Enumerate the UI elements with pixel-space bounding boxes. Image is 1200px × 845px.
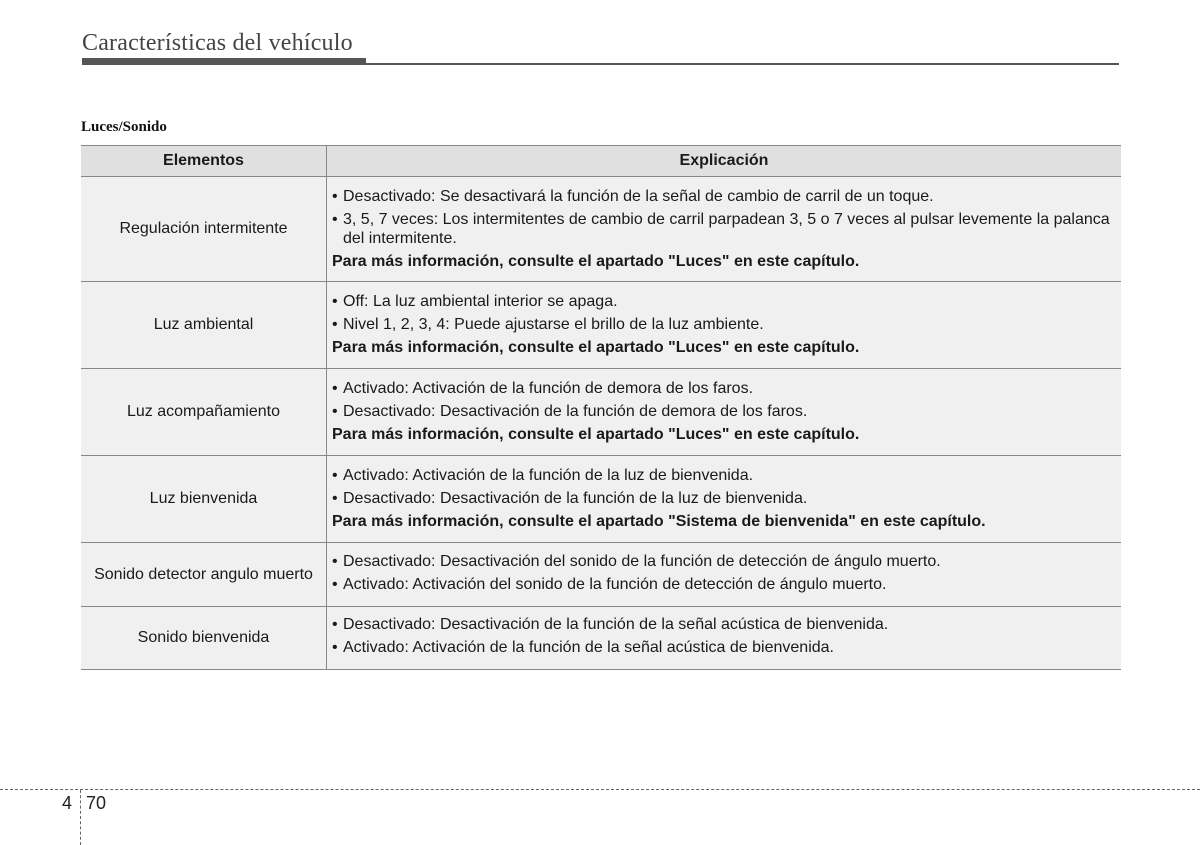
bullet-item: • Desactivado: Desactivación de la función de la señal acústica de bienvenida. (332, 615, 1117, 634)
page-header-title: Características del vehículo (82, 30, 353, 56)
explanation-cell (327, 369, 1122, 456)
table-row (81, 177, 1121, 282)
chapter-number: 4 (62, 793, 73, 813)
element-cell: Regulación intermitente (81, 177, 327, 282)
reference-note: Para más información, consulte el apartado "Luces" en este capítulo. (332, 252, 860, 270)
table-row (81, 607, 1121, 670)
element-cell: Sonido detector angulo muerto (81, 543, 327, 607)
bullet-item: • Activado: Activación del sonido de la función de detección de ángulo muerto. (332, 575, 1117, 594)
footer-divider (80, 790, 81, 845)
element-cell: Luz acompañamiento (81, 369, 327, 456)
bullet-item: • Activado: Activación de la función de demora de los faros. (332, 379, 1117, 398)
element-cell: Luz bienvenida (81, 456, 327, 543)
page-number: 70 (86, 793, 107, 813)
table-row (81, 456, 1121, 543)
section-title: Luces/Sonido (81, 119, 167, 135)
element-cell: Sonido bienvenida (81, 607, 327, 670)
explanation-cell (327, 177, 1122, 282)
bullet-item: • Off: La luz ambiental interior se apaga. (332, 292, 1117, 311)
reference-note: Para más información, consulte el apartado "Luces" en este capítulo. (332, 339, 860, 356)
element-cell: Luz ambiental (81, 282, 327, 369)
bullet-item: • 3, 5, 7 veces: Los intermitentes de cambio de carril parpadean 3, 5 o 7 veces al pulsar levemente la palanca del intermitente. (332, 210, 1117, 248)
table-header-row (81, 146, 1121, 177)
bullet-item: • Activado: Activación de la función de la luz de bienvenida. (332, 466, 1117, 485)
bullet-item: • Activado: Activación de la función de la señal acústica de bienvenida. (332, 638, 1117, 657)
bullet-item: • Desactivado: Desactivación de la función de demora de los faros. (332, 402, 1117, 421)
explanation-cell (327, 456, 1122, 543)
table-row (81, 369, 1121, 456)
column-header-elementos: Elementos (81, 146, 327, 177)
explanation-cell (327, 282, 1122, 369)
header-rule (82, 63, 1119, 65)
reference-note: Para más información, consulte el apartado "Luces" en este capítulo. (332, 426, 860, 443)
bullet-item: • Desactivado: Desactivación de la función de la luz de bienvenida. (332, 489, 1117, 508)
bullet-item: • Nivel 1, 2, 3, 4: Puede ajustarse el brillo de la luz ambiente. (332, 315, 1117, 334)
table-row (81, 282, 1121, 369)
column-header-explicacion: Explicación (327, 146, 1122, 177)
bullet-item: • Desactivado: Se desactivará la función de la señal de cambio de carril de un toque. (332, 187, 1117, 206)
explanation-cell (327, 607, 1122, 670)
reference-note: Para más información, consulte el apartado "Sistema de bienvenida" en este capítulo. (332, 513, 986, 530)
table-row (81, 543, 1121, 607)
settings-table (81, 145, 1121, 670)
explanation-cell (327, 543, 1122, 607)
bullet-item: • Desactivado: Desactivación del sonido de la función de detección de ángulo muerto. (332, 552, 1117, 571)
footer-rule (0, 789, 1200, 790)
